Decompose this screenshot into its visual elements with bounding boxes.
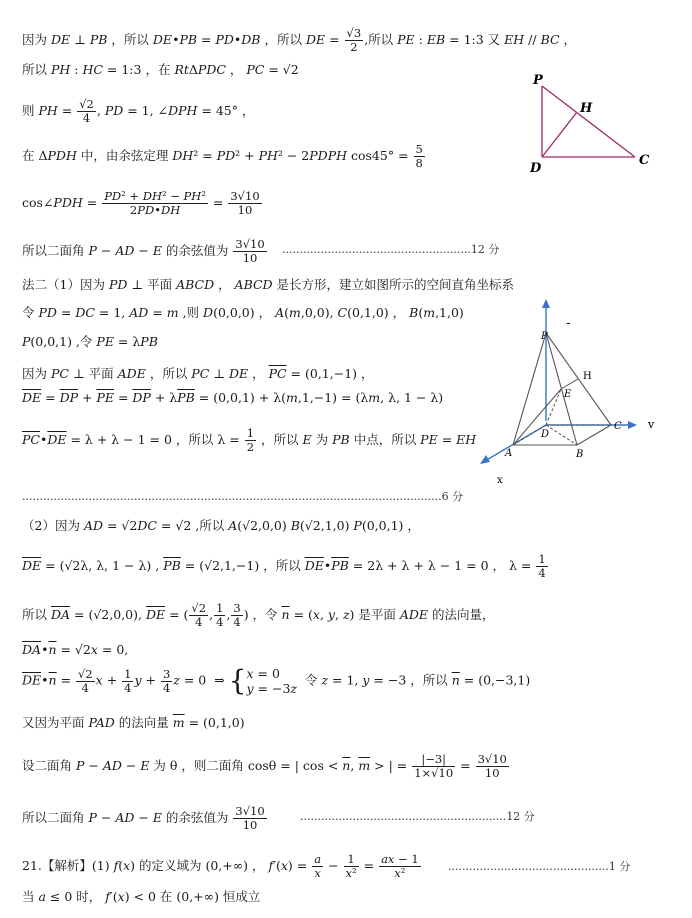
edge-bc [577, 425, 611, 445]
line-1: 因为 DE ⊥ PB ，所以 DE•PB = PD•DB ，所以 DE = $\frac{√3}{2}$ ,所以 PE : EB = 1:3 又 EH // BC ， [22, 26, 577, 54]
line-5: cos∠PDH = $\frac{\text{PD² + DH² − PH²}}{2PD•DH}$ = $\frac{3√10}{10}$ [22, 189, 260, 217]
line-14: $\overline{DE} = (√2\lambda$, λ, 1 − λ) , $\overline{PB} = (√2,1,-1)$ ，所以 $\overline{DE}•\overline{PB} = 2\lambda + \lambda + \lambda - 1 = 0$ ， λ = $\frac{1}{4}$ [22, 552, 546, 580]
line-18: 又因为平面 PAD 的法向量 $\overline{m} = (0,1,0)$ [22, 715, 245, 730]
label-x: x [497, 475, 503, 486]
line-3: 则 PH = $\frac{√2}{4}$ , PD = 1, ∠DPH = 45° ， [22, 97, 255, 125]
y-axis-arrow-icon [628, 421, 637, 429]
label-c: C [614, 421, 622, 432]
edge-pc [546, 333, 611, 425]
line-15: 所以 $\overline{DA} = (√2,0,0)$, $\overline{DE}$ = ( $\frac{√2}{4}$ , $\frac{1}{4}$ , $\frac{3}{4}$ ) ，令 $\overline{n} = (x$, y, z) 是平面 ADE 的法向量， [22, 601, 495, 629]
label-d: D [541, 429, 550, 440]
segment-dh [542, 112, 577, 157]
segment-de [546, 389, 561, 425]
label-b: B [576, 449, 584, 460]
z-axis-arrow-icon [542, 299, 550, 308]
line-8: 令 PD = DC = 1, AD = m ,则 D(0,0,0) ， A(m,0,0), C(0,1,0) ， B(m,1,0) [22, 305, 464, 320]
dash-mark: - [566, 315, 571, 331]
line-19: 设二面角 P − AD − E 为 θ ，则二面角 cosθ = | $\cos < \overline{n}$, $\overline{m}$ > | = $\frac{|-3|}{1\times√10}$ = $\frac{3√10}{10}$ [22, 752, 507, 780]
line-20: 所以二面角 P − AD − E 的余弦值为 $\frac{3√10}{10}$ [22, 804, 265, 832]
edge-pc [542, 86, 635, 157]
label-a: A [505, 448, 513, 459]
line-11: $\overline{DE} = \overline{DP} + \overline{PE} = \overline{DP} + \lambda\overline{PB} = (0,0,1) + \lambda(m,1,-1) = (\lambda m$, λ, 1 − λ) [22, 390, 444, 405]
line-17: $\overline{DE}•\overline{n}$ = $\frac{√2}{4}$ x + $\frac{1}{4}$ y + $\frac{3}{4}$ z = 0 ⇒ {x = 0 y = −3z 令 z = 1, y = −3 ，所以 $\overline{n} = (0,-3,1)$ [22, 664, 531, 697]
label-p: P [541, 331, 548, 342]
line-2: 所以 PH : HC = 1:3 ，在 RtΔPDC ， PC = √2 [22, 62, 299, 77]
line-4: 在 ΔPDH 中，由余弦定理 DH² = PD² + PH² − 2PDPH cos45° = $\frac{5}{8}$ [22, 142, 423, 170]
segment-ae [513, 389, 561, 445]
triangle-pdc-figure [525, 72, 665, 180]
score-4: 1 分 [608, 860, 631, 873]
label-h: H [583, 371, 592, 382]
line-13: （2）因为 AD = √2DC = √2 ,所以 A(√2,0,0) B(√2,1,0) P(0,0,1) ， [22, 518, 420, 533]
label-h: H [580, 101, 593, 116]
score-3: 12 分 [506, 810, 535, 823]
line-6: 所以二面角 P − AD − E 的余弦值为 $\frac{3√10}{10}$ [22, 237, 265, 265]
line-16: $\overline{DA}•\overline{n} = √2x = 0$, [22, 642, 129, 657]
line-9: P(0,0,1) ,令 PE = λPB [22, 334, 158, 349]
segment-eh [561, 379, 578, 389]
x-axis-arrow-icon [480, 455, 490, 464]
line-12: $\overline{PC}•\overline{DE} = \lambda + \lambda - 1 = 0$ ，所以 λ = $\frac{1}{2}$ ，所以 E 为 PB 中点，所以 PE = EH [22, 426, 477, 454]
line-22: 当 a ≤ 0 时， f′(x) < 0 在 (0,+∞) 恒成立 [22, 889, 261, 904]
label-c: C [639, 153, 650, 168]
score-2: 6 分 [441, 490, 464, 503]
score-dots-1: ......................................................12 分 [282, 243, 500, 256]
line-7: 法二（1）因为 PD ⊥ 平面 ABCD ， ABCD 是长方形，建立如图所示的空间直角坐标系 [22, 277, 515, 292]
score-dots-3: ...........................................................12 分 [300, 810, 535, 823]
score-dots-4: ..............................................1 分 [448, 860, 631, 873]
label-e: E [564, 389, 572, 400]
label-v: v [648, 418, 655, 431]
label-d: D [530, 161, 542, 176]
score-dots-2: ........................................................................................................................6 分 [22, 490, 464, 503]
line-21: 21.【解析】(1) f(x) 的定义域为 (0,+∞) ， f′(x) = $\frac{a}{x}$ − $\frac{1}{\text{x²}}$ = $\frac{ax - 1}{\text{x²}}$ [22, 852, 419, 880]
line-10: 因为 PC ⊥ 平面 ADE ，所以 PC ⊥ DE ， $\overline{PC} = (0,1,-1)$ ， [22, 366, 374, 381]
label-p: P [533, 73, 543, 88]
score-1: 12 分 [470, 243, 500, 256]
